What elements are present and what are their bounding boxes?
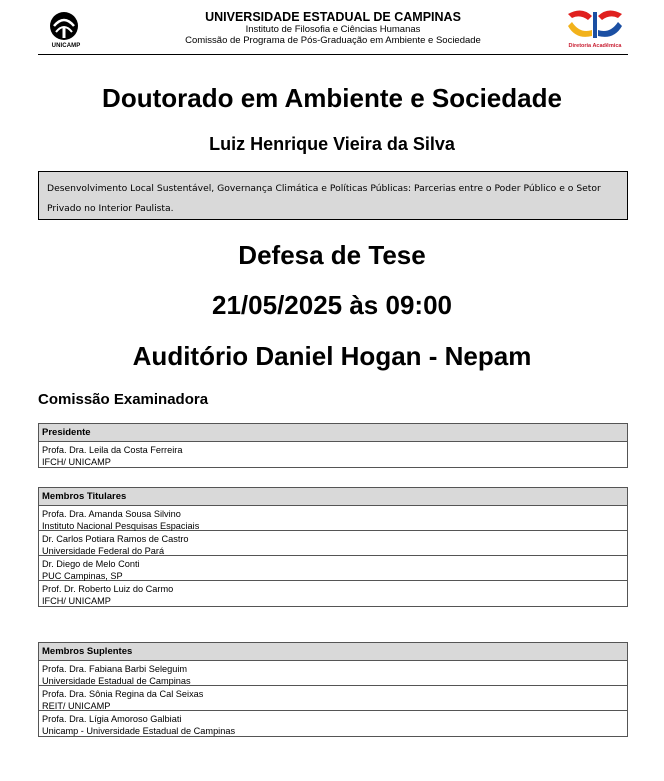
unicamp-logo [44,10,84,54]
thesis-title: Desenvolvimento Local Sustentável, Governança Climática e Políticas Públicas: Parcerias entre o Poder Público e o Setor Privado no Interior Paulista. [47,183,601,214]
university-name: UNIVERSIDADE ESTADUAL DE CAMPINAS [205,10,461,24]
group-header: Membros Suplentes [39,643,627,661]
event-type: Defesa de Tese [238,240,426,270]
program-title: Doutorado em Ambiente e Sociedade [102,83,562,113]
member-affiliation: REIT/ UNICAMP [42,700,111,711]
member-row [39,711,627,736]
member-affiliation: Unicamp - Universidade Estadual de Campinas [42,725,236,736]
institute-name: Instituto de Filosofia e Ciências Humanas [245,24,421,35]
group-membros-titulares [38,487,628,607]
unicamp-seal-icon [44,10,84,44]
committee-title: Comissão Examinadora [38,391,209,408]
member-name: Profa. Dra. Leila da Costa Ferreira [42,445,183,455]
member-affiliation: IFCH/ UNICAMP [42,456,111,467]
member-row [39,581,627,606]
program-commission: Comissão de Programa de Pós-Graduação em Ambiente e Sociedade [185,35,481,46]
member-affiliation: Instituto Nacional Pesquisas Espaciais [42,520,200,531]
group-presidente [38,423,628,468]
group-membros-suplentes [38,642,628,737]
group-header: Presidente [39,424,627,442]
member-name: Prof. Dr. Roberto Luiz do Carmo [42,584,174,594]
header-text [98,10,568,46]
dac-logo [562,8,628,52]
member-row [39,661,627,686]
member-row [39,556,627,581]
member-name: Profa. Dra. Amanda Sousa Silvino [42,509,181,519]
document-header [38,8,628,55]
member-affiliation: Universidade Estadual de Campinas [42,675,191,686]
dac-emblem-icon [562,8,628,44]
member-name: Profa. Dra. Lígia Amoroso Galbiati [42,714,182,724]
member-row [39,506,627,531]
member-row [39,531,627,556]
dac-logo-caption: Diretoria Acadêmica [568,43,622,49]
event-location: Auditório Daniel Hogan - Nepam [132,341,532,371]
unicamp-logo-caption: UNICAMP [51,43,81,49]
thesis-title-box [38,171,628,220]
member-name: Dr. Diego de Melo Conti [42,559,140,569]
event-date-time: 21/05/2025 às 09:00 [212,290,452,320]
member-row [39,442,627,467]
member-name: Profa. Dra. Sônia Regina da Cal Seixas [42,689,204,699]
member-affiliation: IFCH/ UNICAMP [42,595,111,606]
member-affiliation: PUC Campinas, SP [42,570,123,581]
member-affiliation: Universidade Federal do Pará [42,545,165,556]
member-name: Dr. Carlos Potiara Ramos de Castro [42,534,189,544]
group-header: Membros Titulares [39,488,627,506]
candidate-name: Luiz Henrique Vieira da Silva [209,134,455,154]
member-row [39,686,627,711]
member-name: Profa. Dra. Fabiana Barbi Seleguim [42,664,188,674]
